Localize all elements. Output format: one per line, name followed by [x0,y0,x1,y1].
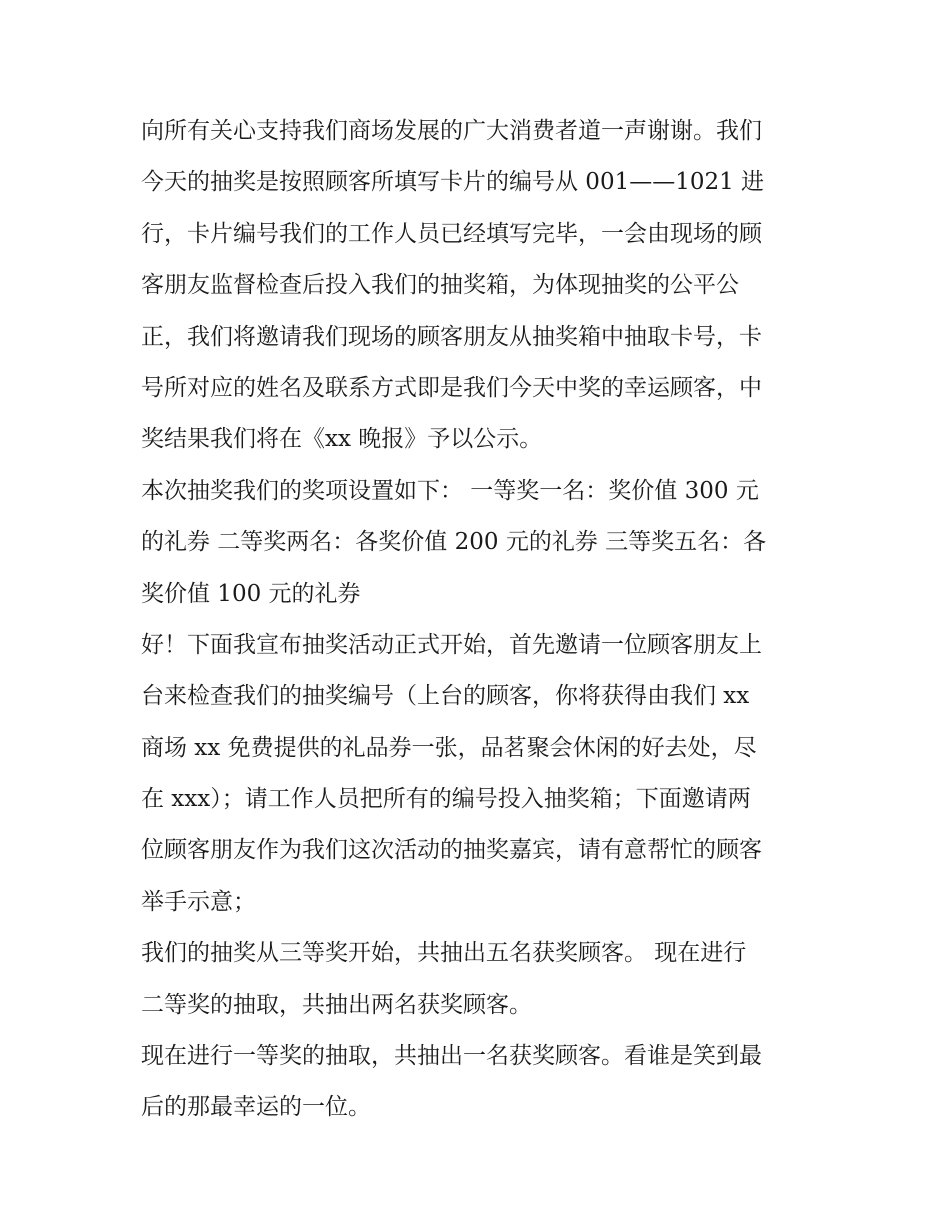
text-line: 二等奖的抽取，共抽出两名获奖顾客。 [141,991,532,1018]
text-line: 今天的抽奖是按照顾客所填写卡片的编号从 001——1021 进 [141,169,765,196]
text-line: 台来检查我们的抽奖编号（上台的顾客，你将获得由我们 xx [141,683,750,710]
text-line: 的礼券 二等奖两名：各奖价值 200 元的礼券 三等奖五名：各 [141,529,767,556]
text-line: 我们的抽奖从三等奖开始，共抽出五名获奖顾客。 现在进行 [141,940,747,967]
text-line: 商场 xx 免费提供的礼品券一张，品茗聚会休闲的好去处，尽 [141,734,757,761]
text-line: 在 xxx）；请工作人员把所有的编号投入抽奖箱；下面邀请两 [141,786,751,813]
text-line: 位顾客朋友作为我们这次活动的抽奖嘉宾，请有意帮忙的顾客 [141,837,762,864]
body-text [141,106,816,1134]
text-line: 现在进行一等奖的抽取，共抽出一名获奖顾客。看谁是笑到最 [141,1043,762,1070]
text-line: 奖结果我们将在《xx 晚报》予以公示。 [141,426,543,453]
text-line: 好！下面我宣布抽奖活动正式开始，首先邀请一位顾客朋友上 [141,631,762,658]
text-line: 奖价值 100 元的礼券 [141,580,361,607]
text-line: 正，我们将邀请我们现场的顾客朋友从抽奖箱中抽取卡号，卡 [141,323,762,350]
text-line: 后的那最幸运的一位。 [141,1094,371,1121]
text-line: 号所对应的姓名及联系方式即是我们今天中奖的幸运顾客，中 [141,374,762,401]
text-line: 向所有关心支持我们商场发展的广大消费者道一声谢谢。我们 [141,118,762,144]
text-line: 本次抽奖我们的奖项设置如下： 一等奖一名：奖价值 300 元 [141,477,759,504]
text-line: 行，卡片编号我们的工作人员已经填写完毕，一会由现场的顾 [141,220,762,247]
text-line: 举手示意； [141,888,256,915]
text-line: 客朋友监督检查后投入我们的抽奖箱，为体现抽奖的公平公 [141,272,739,299]
